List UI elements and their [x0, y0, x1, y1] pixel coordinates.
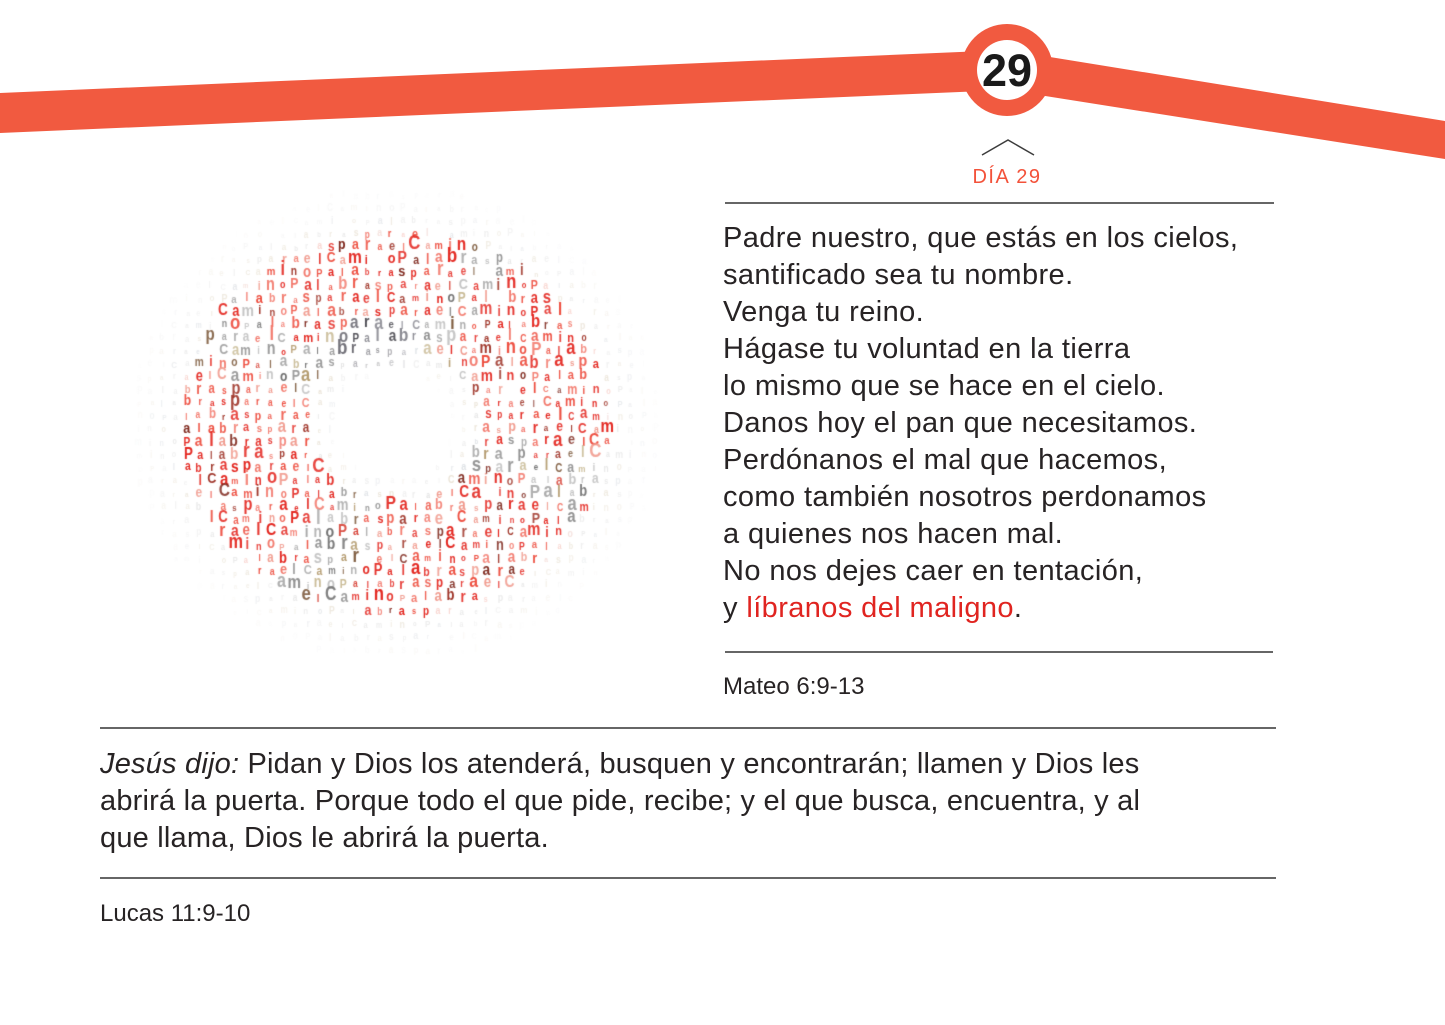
divider-prayer	[725, 651, 1273, 653]
prayer-text	[723, 220, 1238, 627]
day-label: DÍA 29	[972, 166, 1042, 188]
day-badge-number: 29	[981, 45, 1033, 96]
prayer-final-prefix: y	[723, 592, 747, 624]
divider-quote-bottom	[100, 877, 1276, 879]
wordart-lifebuoy-image	[85, 186, 685, 668]
prayer-line: santificado sea tu nombre.	[723, 259, 1074, 291]
ribbon-banner	[0, 0, 1445, 180]
divider-quote-top	[100, 727, 1276, 729]
highlight-phrase: líbranos del maligno	[746, 592, 1014, 624]
prayer-final-suffix: .	[1013, 592, 1023, 624]
quote-lead: Jesús dijo:	[100, 748, 240, 780]
quote-text	[100, 746, 1140, 857]
divider-day	[725, 202, 1274, 204]
prayer-line: Padre nuestro, que estás en los cielos,	[723, 222, 1239, 254]
prayer-line: como también nosotros perdonamos	[723, 481, 1207, 513]
ribbon-right-band	[1007, 50, 1445, 159]
prayer-line: Danos hoy el pan que necesitamos.	[723, 407, 1198, 439]
quote-reference: Lucas 11:9-10	[100, 900, 251, 927]
chevron-up-icon	[980, 136, 1036, 160]
prayer-reference: Mateo 6:9-13	[723, 673, 865, 700]
quote-line: abrirá la puerta. Porque todo el que pide, recibe; y el que busca, encuentra, y al	[100, 785, 1141, 817]
ribbon-left-band	[0, 50, 1007, 133]
prayer-line: Hágase tu voluntad en la tierra	[723, 333, 1131, 365]
prayer-final-line	[723, 590, 1238, 627]
prayer-line: No nos dejes caer en tentación,	[723, 555, 1144, 587]
quote-line: que llama, Dios le abrirá la puerta.	[100, 822, 549, 854]
quote-line	[100, 746, 1140, 783]
prayer-line: lo mismo que se hace en el cielo.	[723, 370, 1165, 402]
quote-line-rest: Pidan y Dios los atenderá, busquen y encontrarán; llamen y Dios les	[239, 748, 1140, 780]
prayer-line: a quienes nos hacen mal.	[723, 518, 1064, 550]
prayer-line: Perdónanos el mal que hacemos,	[723, 444, 1168, 476]
prayer-line: Venga tu reino.	[723, 296, 925, 328]
